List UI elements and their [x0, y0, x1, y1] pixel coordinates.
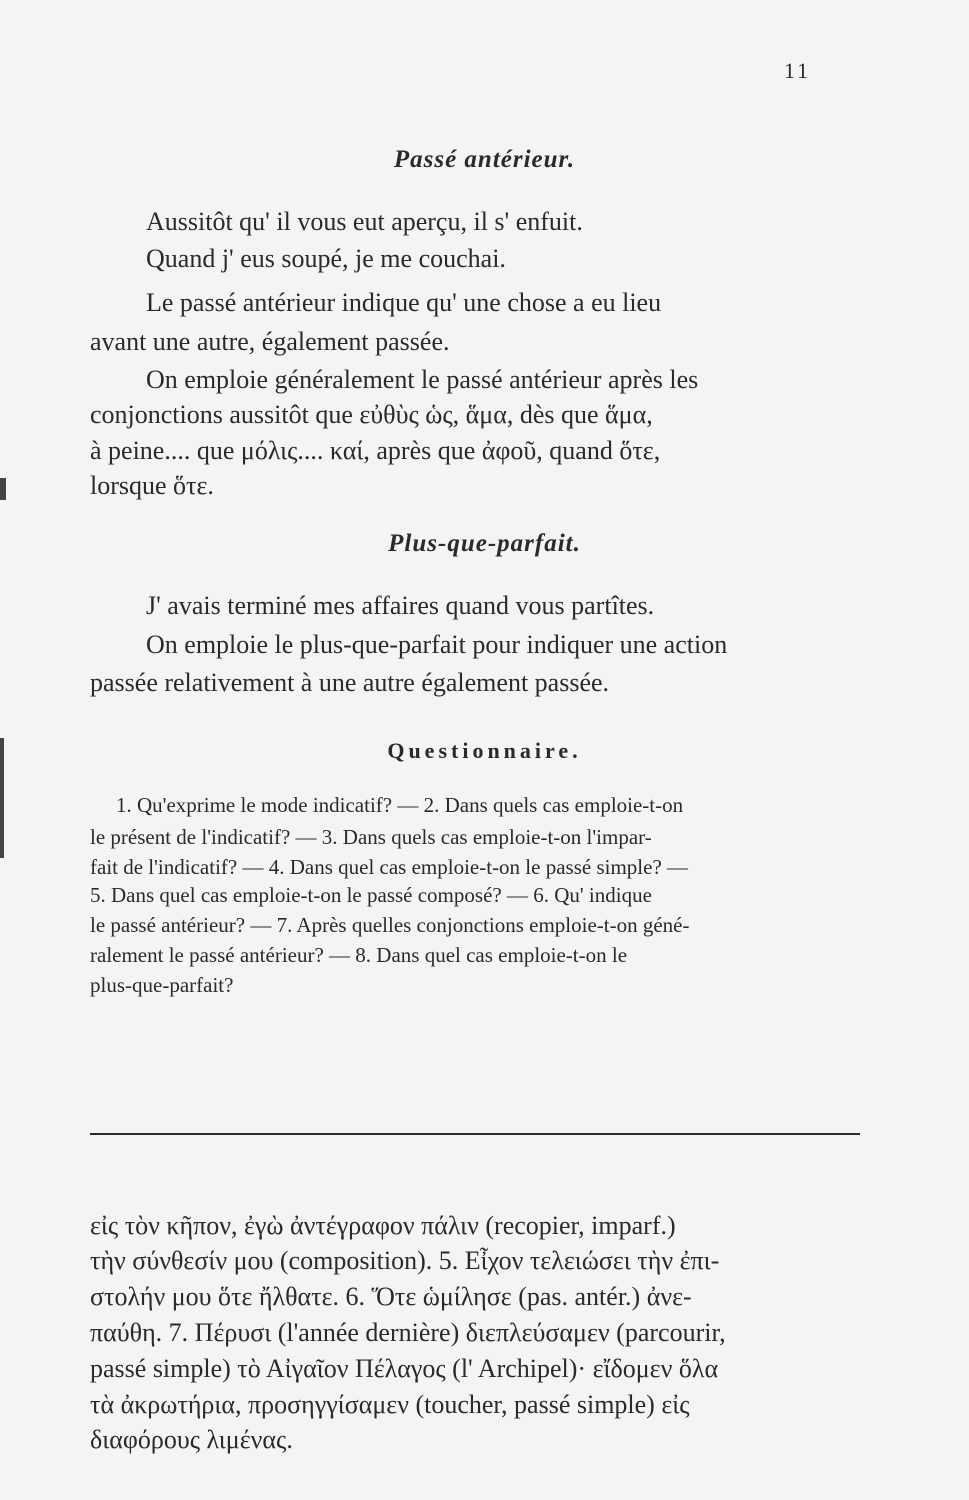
greek-line: τὴν σύνθεσίν μου (composition). 5. Εἶχον τελειώσει τὴν ἐπι-: [90, 1246, 720, 1275]
greek-line: στολήν μου ὅτε ἤλθατε. 6. Ὅτε ὡμίλησε (pas. antér.) ἀνε-: [90, 1282, 692, 1311]
greek-line: passé simple) τὸ Αἰγαῖον Πέλαγος (l' Archipel)· εἴδομεν ὅλα: [90, 1354, 719, 1383]
section-title-passe-anterieur: Passé antérieur.: [393, 146, 576, 173]
page-number: 11: [784, 58, 812, 83]
paragraph-line: On emploie généralement le passé antérieur après les: [146, 365, 699, 394]
greek-line: παύθη. 7. Πέρυσι (l'année dernière) διεπλεύσαμεν (parcourir,: [90, 1318, 726, 1347]
paragraph-line: conjonctions aussitôt que εὐθὺς ὡς, ἅμα, dès que ἅμα,: [90, 400, 653, 429]
paragraph-line: à peine.... que μόλις.... καί, après que ἀφοῦ, quand ὅτε,: [90, 436, 661, 465]
questionnaire-line: 5. Dans quel cas emploie-t-on le passé composé? — 6. Qu' indique: [90, 883, 652, 907]
questionnaire-line: fait de l'indicatif? — 4. Dans quel cas emploie-t-on le passé simple? —: [90, 855, 689, 879]
example-line: J' avais terminé mes affaires quand vous partîtes.: [146, 591, 655, 620]
questionnaire-line: le présent de l'indicatif? — 3. Dans quels cas emploie-t-on l'impar-: [90, 825, 652, 849]
paragraph-line: passée relativement à une autre également passée.: [90, 668, 610, 697]
greek-line: εἰς τὸν κῆπον, ἐγὼ ἀντέγραφον πάλιν (recopier, imparf.): [90, 1211, 676, 1240]
paragraph-line: On emploie le plus-que-parfait pour indiquer une action: [146, 630, 728, 659]
questionnaire-line: plus-que-parfait?: [90, 973, 234, 997]
margin-mark: [0, 478, 6, 500]
footnote-separator: [90, 1133, 860, 1135]
greek-line: τὰ ἀκρωτήρια, προσηγγίσαμεν (toucher, passé simple) εἰς: [90, 1390, 690, 1419]
questionnaire-line: 1. Qu'exprime le mode indicatif? — 2. Dans quels cas emploie-t-on: [116, 793, 684, 817]
questionnaire-line: le passé antérieur? — 7. Après quelles conjonctions emploie-t-on géné-: [90, 913, 690, 937]
paragraph-line: avant une autre, également passée.: [90, 327, 450, 356]
questionnaire-line: ralement le passé antérieur? — 8. Dans quel cas emploie-t-on le: [90, 943, 628, 967]
section-title-plus-que-parfait: Plus-que-parfait.: [388, 530, 581, 557]
paragraph-line: lorsque ὅτε.: [90, 471, 214, 500]
questionnaire-title: Questionnaire.: [387, 738, 582, 763]
example-line: Aussitôt qu' il vous eut aperçu, il s' enfuit.: [146, 207, 583, 236]
greek-line: διαφόρους λιμένας.: [90, 1425, 293, 1454]
example-line: Quand j' eus soupé, je me couchai.: [146, 244, 506, 273]
paragraph-line: Le passé antérieur indique qu' une chose a eu lieu: [146, 288, 662, 317]
